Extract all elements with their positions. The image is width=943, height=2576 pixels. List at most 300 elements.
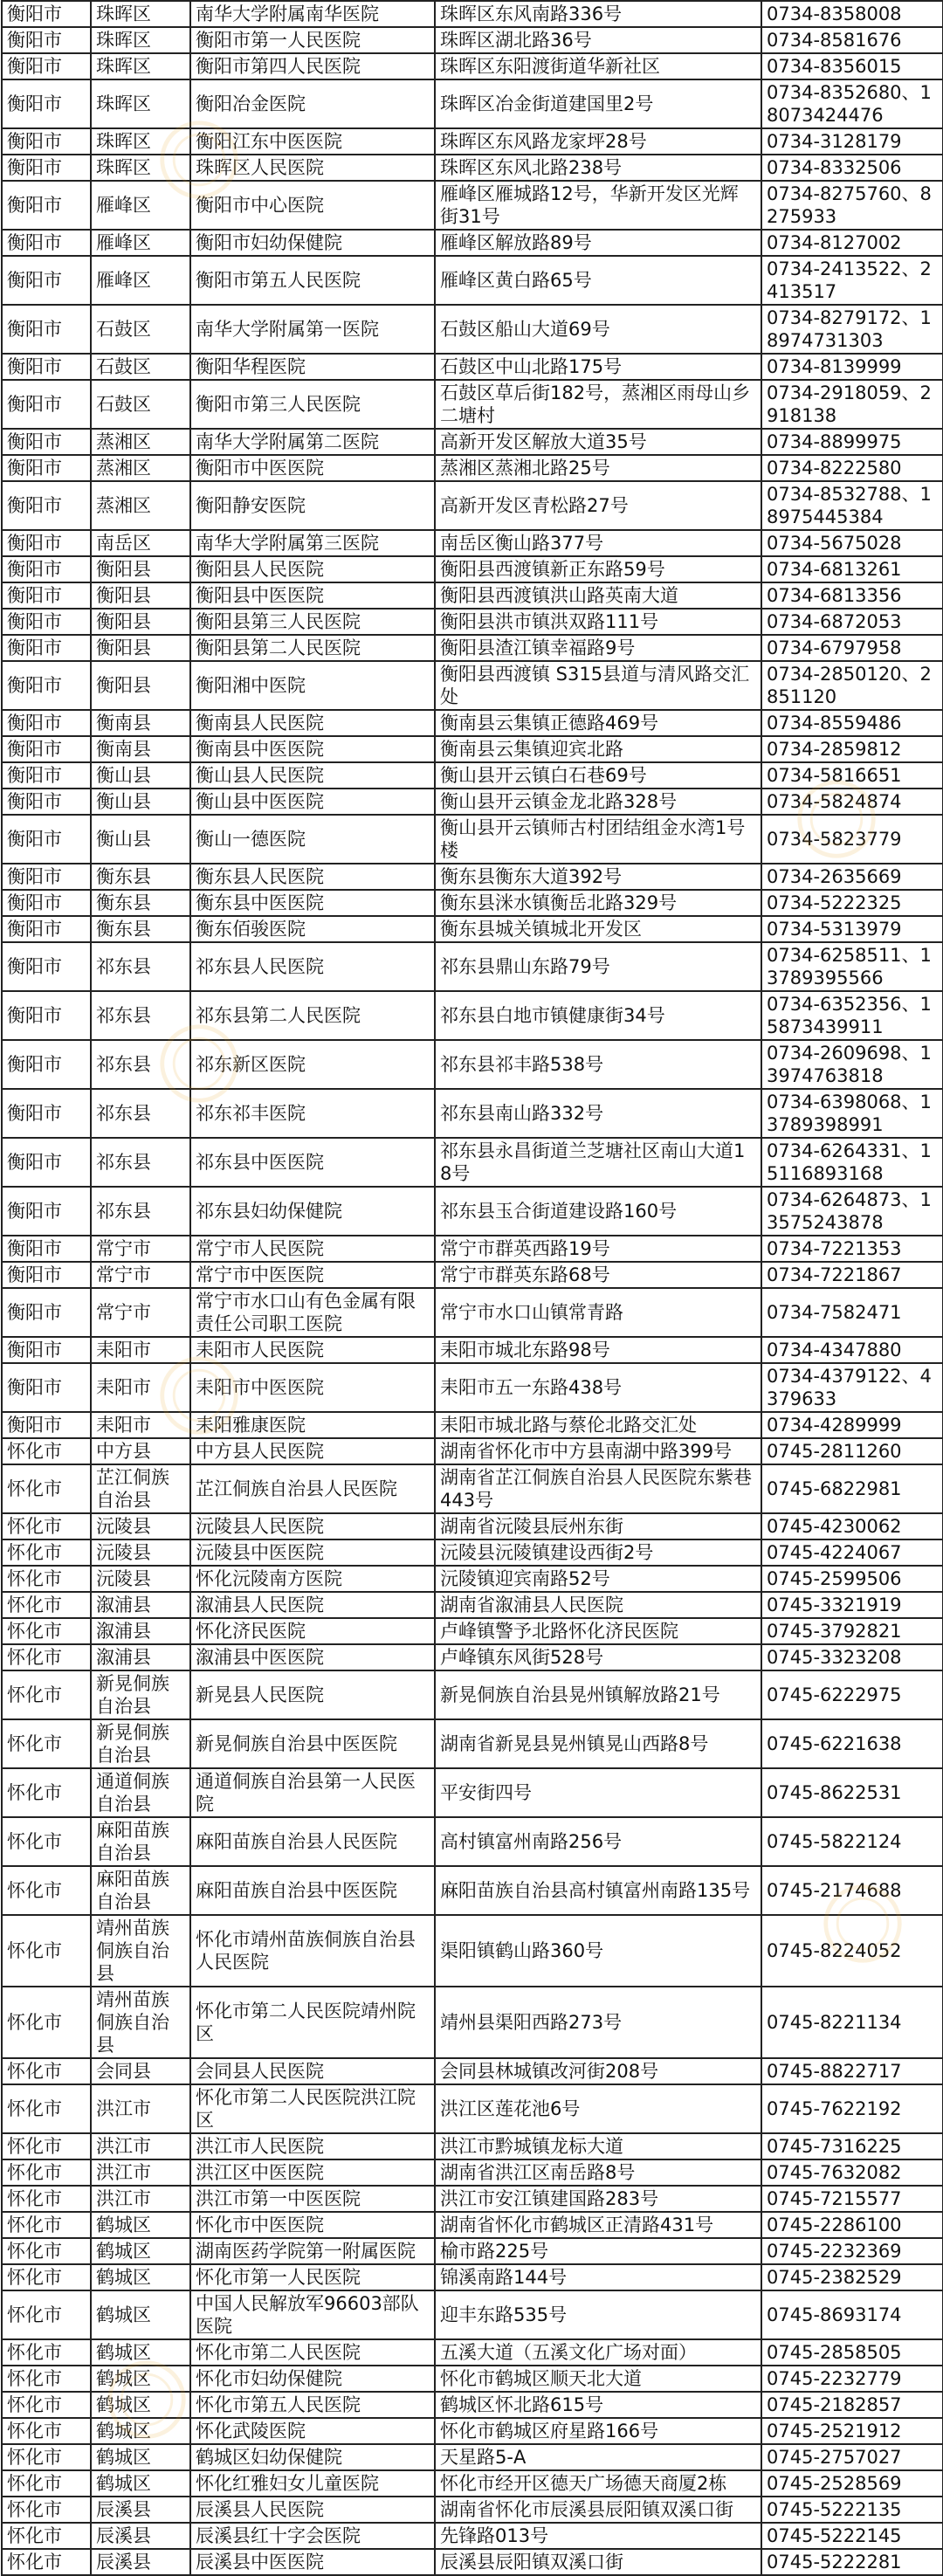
phone-cell: 0734-5816651 [761, 762, 943, 789]
city-cell: 怀化市 [2, 2264, 91, 2290]
phone-cell: 0745-2757027 [761, 2444, 943, 2470]
hospital-name-cell: 辰溪县中医医院 [190, 2549, 435, 2575]
address-cell: 常宁市群英西路19号 [435, 1236, 761, 1262]
district-cell: 祁东县 [91, 1089, 190, 1138]
district-cell: 石鼓区 [91, 354, 190, 380]
city-cell: 怀化市 [2, 2497, 91, 2523]
table-row [2, 2497, 943, 2523]
district-cell: 麻阳苗族自治县 [91, 1866, 190, 1915]
hospital-name-cell: 祁东县第二人民医院 [190, 991, 435, 1040]
hospital-name-cell: 芷江侗族自治县人民医院 [190, 1464, 435, 1513]
district-cell: 溆浦县 [91, 1644, 190, 1670]
city-cell: 衡阳市 [2, 916, 91, 942]
district-cell: 衡阳县 [91, 582, 190, 609]
address-cell: 湖南省怀化市鹤城区正清路431号 [435, 2212, 761, 2238]
phone-cell: 0734-5675028 [761, 530, 943, 556]
address-cell: 洪江市黔城镇龙标大道 [435, 2133, 761, 2159]
address-cell: 衡南县云集镇正德路469号 [435, 710, 761, 736]
district-cell: 衡山县 [91, 789, 190, 815]
address-cell: 湖南省洪江区南岳路8号 [435, 2159, 761, 2186]
phone-cell: 0745-2182857 [761, 2392, 943, 2418]
district-cell: 新晃侗族自治县 [91, 1670, 190, 1719]
address-cell: 辰溪县辰阳镇双溪口街 [435, 2549, 761, 2575]
phone-cell: 0745-8224052 [761, 1915, 943, 1987]
phone-cell: 0734-2413522、2413517 [761, 256, 943, 305]
city-cell: 怀化市 [2, 2523, 91, 2549]
city-cell: 怀化市 [2, 2392, 91, 2418]
table-row [2, 230, 943, 256]
district-cell: 珠晖区 [91, 53, 190, 79]
city-cell: 怀化市 [2, 2084, 91, 2133]
district-cell: 芷江侗族自治县 [91, 1464, 190, 1513]
phone-cell: 0734-6398068、13789398991 [761, 1089, 943, 1138]
hospital-name-cell: 衡阳市中心医院 [190, 181, 435, 230]
phone-cell: 0734-8899975 [761, 429, 943, 455]
district-cell: 沅陵县 [91, 1513, 190, 1539]
address-cell: 祁东县南山路332号 [435, 1089, 761, 1138]
phone-cell: 0734-7221353 [761, 1236, 943, 1262]
address-cell: 麻阳苗族自治县高村镇富州南路135号 [435, 1866, 761, 1915]
city-cell: 衡阳市 [2, 815, 91, 864]
table-row [2, 530, 943, 556]
hospital-name-cell: 怀化市第一人民医院 [190, 2264, 435, 2290]
address-cell: 祁东县鼎山东路79号 [435, 942, 761, 991]
phone-cell: 0734-8532788、18975445384 [761, 481, 943, 530]
table-row [2, 429, 943, 455]
city-cell: 衡阳市 [2, 230, 91, 256]
district-cell: 衡南县 [91, 710, 190, 736]
city-cell: 衡阳市 [2, 256, 91, 305]
table-row [2, 1768, 943, 1817]
table-row [2, 1817, 943, 1866]
city-cell: 怀化市 [2, 1464, 91, 1513]
phone-cell: 0745-8693174 [761, 2290, 943, 2339]
phone-cell: 0745-2232369 [761, 2238, 943, 2264]
table-row [2, 1138, 943, 1187]
address-cell: 会同县林城镇改河街208号 [435, 2058, 761, 2084]
address-cell: 雁峰区雁城路12号，华新开发区光辉街31号 [435, 181, 761, 230]
hospital-name-cell: 衡阳市妇幼保健院 [190, 230, 435, 256]
hospital-name-cell: 怀化市第二人民医院洪江院区 [190, 2084, 435, 2133]
district-cell: 中方县 [91, 1438, 190, 1464]
city-cell: 衡阳市 [2, 864, 91, 890]
hospital-name-cell: 衡阳县第三人民医院 [190, 609, 435, 635]
address-cell: 沅陵镇迎宾南路52号 [435, 1566, 761, 1592]
phone-cell: 0734-2918059、2918138 [761, 380, 943, 429]
city-cell: 怀化市 [2, 2549, 91, 2575]
city-cell: 怀化市 [2, 2339, 91, 2366]
hospital-name-cell: 衡南县中医医院 [190, 736, 435, 762]
phone-cell: 0745-3323208 [761, 1644, 943, 1670]
city-cell: 怀化市 [2, 2444, 91, 2470]
district-cell: 鹤城区 [91, 2444, 190, 2470]
district-cell: 鹤城区 [91, 2470, 190, 2497]
hospital-name-cell: 耒阳市人民医院 [190, 1337, 435, 1363]
phone-cell: 0734-5313979 [761, 916, 943, 942]
hospital-name-cell: 祁东县妇幼保健院 [190, 1187, 435, 1236]
district-cell: 衡东县 [91, 890, 190, 916]
table-row [2, 2186, 943, 2212]
phone-cell: 0734-6352356、15873439911 [761, 991, 943, 1040]
hospital-name-cell: 衡阳湘中医院 [190, 661, 435, 710]
address-cell: 衡阳县洪市镇洪双路111号 [435, 609, 761, 635]
city-cell: 怀化市 [2, 1566, 91, 1592]
phone-cell: 0745-3792821 [761, 1618, 943, 1644]
address-cell: 珠晖区湖北路36号 [435, 27, 761, 53]
city-cell: 衡阳市 [2, 481, 91, 530]
city-cell: 衡阳市 [2, 79, 91, 128]
hospital-name-cell: 麻阳苗族自治县中医医院 [190, 1866, 435, 1915]
phone-cell: 0745-7215577 [761, 2186, 943, 2212]
hospital-name-cell: 祁东县人民医院 [190, 942, 435, 991]
city-cell: 衡阳市 [2, 530, 91, 556]
phone-cell: 0734-3128179 [761, 128, 943, 155]
city-cell: 衡阳市 [2, 429, 91, 455]
address-cell: 衡东县衡东大道392号 [435, 864, 761, 890]
phone-cell: 0745-2599506 [761, 1566, 943, 1592]
table-row [2, 1412, 943, 1438]
table-row [2, 27, 943, 53]
table-row [2, 2444, 943, 2470]
address-cell: 靖州县渠阳西路273号 [435, 1987, 761, 2058]
hospital-name-cell: 会同县人民医院 [190, 2058, 435, 2084]
hospital-name-cell: 南华大学附属南华医院 [190, 1, 435, 27]
district-cell: 鹤城区 [91, 2339, 190, 2366]
table-row [2, 1464, 943, 1513]
hospital-name-cell: 常宁市中医医院 [190, 1262, 435, 1288]
address-cell: 石鼓区草后街182号，蒸湘区雨母山乡二塘村 [435, 380, 761, 429]
table-row [2, 1644, 943, 1670]
district-cell: 常宁市 [91, 1288, 190, 1337]
city-cell: 衡阳市 [2, 710, 91, 736]
district-cell: 珠晖区 [91, 79, 190, 128]
phone-cell: 0745-6221638 [761, 1719, 943, 1768]
address-cell: 祁东县玉合街道建设路160号 [435, 1187, 761, 1236]
district-cell: 祁东县 [91, 1138, 190, 1187]
district-cell: 珠晖区 [91, 1, 190, 27]
city-cell: 衡阳市 [2, 762, 91, 789]
table-row [2, 1539, 943, 1566]
city-cell: 衡阳市 [2, 455, 91, 481]
table-row [2, 762, 943, 789]
phone-cell: 0745-4224067 [761, 1539, 943, 1566]
hospital-name-cell: 怀化市第五人民医院 [190, 2392, 435, 2418]
address-cell: 衡山县开云镇白石巷69号 [435, 762, 761, 789]
address-cell: 珠晖区东风北路238号 [435, 155, 761, 181]
city-cell: 怀化市 [2, 2212, 91, 2238]
district-cell: 蒸湘区 [91, 455, 190, 481]
district-cell: 鹤城区 [91, 2366, 190, 2392]
city-cell: 怀化市 [2, 1817, 91, 1866]
phone-cell: 0734-8275760、8275933 [761, 181, 943, 230]
phone-cell: 0734-7221867 [761, 1262, 943, 1288]
city-cell: 怀化市 [2, 1915, 91, 1987]
hospital-name-cell: 新晃县人民医院 [190, 1670, 435, 1719]
hospital-name-cell: 中国人民解放军96603部队医院 [190, 2290, 435, 2339]
phone-cell: 0745-4230062 [761, 1513, 943, 1539]
hospital-name-cell: 怀化市妇幼保健院 [190, 2366, 435, 2392]
city-cell: 衡阳市 [2, 661, 91, 710]
phone-cell: 0734-5222325 [761, 890, 943, 916]
phone-cell: 0734-5824874 [761, 789, 943, 815]
table-row [2, 181, 943, 230]
phone-cell: 0734-8139999 [761, 354, 943, 380]
table-row [2, 916, 943, 942]
district-cell: 衡阳县 [91, 661, 190, 710]
district-cell: 溆浦县 [91, 1592, 190, 1618]
phone-cell: 0734-6258511、13789395566 [761, 942, 943, 991]
table-row [2, 2290, 943, 2339]
hospital-name-cell: 怀化济民医院 [190, 1618, 435, 1644]
hospital-name-cell: 衡阳县第二人民医院 [190, 635, 435, 661]
hospital-name-cell: 沅陵县人民医院 [190, 1513, 435, 1539]
phone-cell: 0745-2528569 [761, 2470, 943, 2497]
city-cell: 怀化市 [2, 1987, 91, 2058]
table-row [2, 2084, 943, 2133]
district-cell: 石鼓区 [91, 380, 190, 429]
city-cell: 衡阳市 [2, 354, 91, 380]
table-row [2, 2339, 943, 2366]
address-cell: 沅陵县沅陵镇建设西街2号 [435, 1539, 761, 1566]
phone-cell: 0734-2609698、13974763818 [761, 1040, 943, 1089]
address-cell: 锦溪南路144号 [435, 2264, 761, 2290]
address-cell: 渠阳镇鹤山路360号 [435, 1915, 761, 1987]
address-cell: 怀化市鹤城区府星路166号 [435, 2418, 761, 2444]
address-cell: 雁峰区解放路89号 [435, 230, 761, 256]
hospital-name-cell: 衡阳市第一人民医院 [190, 27, 435, 53]
district-cell: 靖州苗族侗族自治县 [91, 1915, 190, 1987]
hospital-name-cell: 衡阳县人民医院 [190, 556, 435, 582]
district-cell: 衡阳县 [91, 556, 190, 582]
hospital-name-cell: 通道侗族自治县第一人民医院 [190, 1768, 435, 1817]
address-cell: 石鼓区船山大道69号 [435, 305, 761, 354]
hospital-name-cell: 洪江市人民医院 [190, 2133, 435, 2159]
district-cell: 珠晖区 [91, 128, 190, 155]
district-cell: 新晃侗族自治县 [91, 1719, 190, 1768]
address-cell: 衡东县洣水镇衡岳北路329号 [435, 890, 761, 916]
phone-cell: 0734-5823779 [761, 815, 943, 864]
phone-cell: 0734-2859812 [761, 736, 943, 762]
phone-cell: 0734-2850120、2851120 [761, 661, 943, 710]
address-cell: 高新开发区青松路27号 [435, 481, 761, 530]
district-cell: 辰溪县 [91, 2549, 190, 2575]
phone-cell: 0734-7582471 [761, 1288, 943, 1337]
phone-cell: 0734-8332506 [761, 155, 943, 181]
phone-cell: 0745-2174688 [761, 1866, 943, 1915]
phone-cell: 0745-3321919 [761, 1592, 943, 1618]
hospital-name-cell: 衡山县人民医院 [190, 762, 435, 789]
address-cell: 洪江市安江镇建国路283号 [435, 2186, 761, 2212]
hospital-name-cell: 怀化市中医医院 [190, 2212, 435, 2238]
table-row [2, 354, 943, 380]
hospital-name-cell: 怀化市第二人民医院 [190, 2339, 435, 2366]
hospital-name-cell: 湖南医药学院第一附属医院 [190, 2238, 435, 2264]
table-row [2, 1236, 943, 1262]
district-cell: 洪江市 [91, 2159, 190, 2186]
table-row [2, 635, 943, 661]
city-cell: 衡阳市 [2, 609, 91, 635]
address-cell: 衡山县开云镇金龙北路328号 [435, 789, 761, 815]
city-cell: 衡阳市 [2, 942, 91, 991]
city-cell: 怀化市 [2, 2238, 91, 2264]
address-cell: 迎丰东路535号 [435, 2290, 761, 2339]
phone-cell: 0745-7316225 [761, 2133, 943, 2159]
hospital-name-cell: 新晃侗族自治县中医医院 [190, 1719, 435, 1768]
table-row [2, 1592, 943, 1618]
city-cell: 怀化市 [2, 2133, 91, 2159]
phone-cell: 0745-5222135 [761, 2497, 943, 2523]
city-cell: 衡阳市 [2, 27, 91, 53]
address-cell: 祁东县祁丰路538号 [435, 1040, 761, 1089]
hospital-name-cell: 衡阳静安医院 [190, 481, 435, 530]
phone-cell: 0734-4347880 [761, 1337, 943, 1363]
hospital-name-cell: 祁东县中医医院 [190, 1138, 435, 1187]
table-row [2, 1513, 943, 1539]
hospital-name-cell: 怀化市第二人民医院靖州院区 [190, 1987, 435, 2058]
phone-cell: 0734-6813261 [761, 556, 943, 582]
phone-cell: 0734-8222580 [761, 455, 943, 481]
address-cell: 先锋路013号 [435, 2523, 761, 2549]
address-cell: 耒阳市城北路与蔡伦北路交汇处 [435, 1412, 761, 1438]
table-row [2, 789, 943, 815]
phone-cell: 0734-8352680、18073424476 [761, 79, 943, 128]
hospital-name-cell: 衡山一德医院 [190, 815, 435, 864]
district-cell: 蒸湘区 [91, 481, 190, 530]
district-cell: 石鼓区 [91, 305, 190, 354]
address-cell: 湖南省溆浦县人民医院 [435, 1592, 761, 1618]
district-cell: 耒阳市 [91, 1363, 190, 1412]
address-cell: 南岳区衡山路377号 [435, 530, 761, 556]
phone-cell: 0734-4379122、4379633 [761, 1363, 943, 1412]
table-row [2, 890, 943, 916]
hospital-name-cell: 珠晖区人民医院 [190, 155, 435, 181]
address-cell: 祁东县白地市镇健康街34号 [435, 991, 761, 1040]
district-cell: 祁东县 [91, 1187, 190, 1236]
address-cell: 湖南省新晃县晃州镇晃山西路8号 [435, 1719, 761, 1768]
phone-cell: 0734-8356015 [761, 53, 943, 79]
hospital-name-cell: 怀化沅陵南方医院 [190, 1566, 435, 1592]
hospital-name-cell: 衡山县中医医院 [190, 789, 435, 815]
table-row [2, 2392, 943, 2418]
directory-rows [2, 1, 943, 2575]
table-row [2, 2238, 943, 2264]
district-cell: 衡山县 [91, 815, 190, 864]
phone-cell: 0734-8127002 [761, 230, 943, 256]
district-cell: 衡山县 [91, 762, 190, 789]
hospital-name-cell: 南华大学附属第二医院 [190, 429, 435, 455]
phone-cell: 0745-7632082 [761, 2159, 943, 2186]
city-cell: 怀化市 [2, 2159, 91, 2186]
district-cell: 会同县 [91, 2058, 190, 2084]
district-cell: 雁峰区 [91, 230, 190, 256]
phone-cell: 0745-6222975 [761, 1670, 943, 1719]
table-row [2, 736, 943, 762]
hospital-name-cell: 衡东县人民医院 [190, 864, 435, 890]
address-cell: 珠晖区冶金街道建国里2号 [435, 79, 761, 128]
address-cell: 蒸湘区蒸湘北路25号 [435, 455, 761, 481]
phone-cell: 0734-6264873、13575243878 [761, 1187, 943, 1236]
address-cell: 衡阳县西渡镇洪山路英南大道 [435, 582, 761, 609]
city-cell: 衡阳市 [2, 1363, 91, 1412]
city-cell: 怀化市 [2, 2418, 91, 2444]
table-row [2, 661, 943, 710]
hospital-name-cell: 辰溪县人民医院 [190, 2497, 435, 2523]
district-cell: 洪江市 [91, 2084, 190, 2133]
district-cell: 麻阳苗族自治县 [91, 1817, 190, 1866]
table-row [2, 942, 943, 991]
district-cell: 祁东县 [91, 991, 190, 1040]
table-row [2, 864, 943, 890]
hospital-name-cell: 衡阳华程医院 [190, 354, 435, 380]
table-row [2, 1262, 943, 1288]
city-cell: 衡阳市 [2, 380, 91, 429]
city-cell: 怀化市 [2, 2290, 91, 2339]
hospital-name-cell: 溆浦县中医医院 [190, 1644, 435, 1670]
city-cell: 衡阳市 [2, 556, 91, 582]
phone-cell: 0745-8822717 [761, 2058, 943, 2084]
city-cell: 衡阳市 [2, 789, 91, 815]
hospital-name-cell: 耒阳市中医医院 [190, 1363, 435, 1412]
district-cell: 鹤城区 [91, 2392, 190, 2418]
table-row [2, 2366, 943, 2392]
address-cell: 耒阳市城北东路98号 [435, 1337, 761, 1363]
city-cell: 衡阳市 [2, 128, 91, 155]
table-row [2, 582, 943, 609]
hospital-directory-table [1, 0, 943, 2576]
table-row [2, 1866, 943, 1915]
city-cell: 怀化市 [2, 1768, 91, 1817]
hospital-name-cell: 南华大学附属第三医院 [190, 530, 435, 556]
hospital-name-cell: 衡东县中医医院 [190, 890, 435, 916]
city-cell: 衡阳市 [2, 1262, 91, 1288]
address-cell: 天星路5-A [435, 2444, 761, 2470]
table-row [2, 991, 943, 1040]
address-cell: 洪江区莲花池6号 [435, 2084, 761, 2133]
district-cell: 辰溪县 [91, 2497, 190, 2523]
district-cell: 洪江市 [91, 2133, 190, 2159]
district-cell: 鹤城区 [91, 2264, 190, 2290]
table-row [2, 79, 943, 128]
district-cell: 珠晖区 [91, 27, 190, 53]
table-row [2, 2418, 943, 2444]
table-row [2, 305, 943, 354]
table-row [2, 710, 943, 736]
district-cell: 靖州苗族侗族自治县 [91, 1987, 190, 2058]
hospital-name-cell: 祁东祁丰医院 [190, 1089, 435, 1138]
table-row [2, 380, 943, 429]
address-cell: 常宁市水口山镇常青路 [435, 1288, 761, 1337]
hospital-name-cell: 辰溪县红十字会医院 [190, 2523, 435, 2549]
hospital-name-cell: 怀化市靖州苗族侗族自治县人民医院 [190, 1915, 435, 1987]
hospital-name-cell: 祁东新区医院 [190, 1040, 435, 1089]
hospital-name-cell: 衡阳市第四人民医院 [190, 53, 435, 79]
address-cell: 高新开发区解放大道35号 [435, 429, 761, 455]
address-cell: 耒阳市五一东路438号 [435, 1363, 761, 1412]
phone-cell: 0745-5222145 [761, 2523, 943, 2549]
phone-cell: 0745-5822124 [761, 1817, 943, 1866]
address-cell: 衡东县城关镇城北开发区 [435, 916, 761, 942]
phone-cell: 0745-2521912 [761, 2418, 943, 2444]
address-cell: 衡南县云集镇迎宾北路 [435, 736, 761, 762]
city-cell: 衡阳市 [2, 1, 91, 27]
district-cell: 雁峰区 [91, 256, 190, 305]
district-cell: 沅陵县 [91, 1539, 190, 1566]
city-cell: 衡阳市 [2, 991, 91, 1040]
address-cell: 雁峰区黄白路65号 [435, 256, 761, 305]
phone-cell: 0745-7622192 [761, 2084, 943, 2133]
hospital-name-cell: 衡东佰骏医院 [190, 916, 435, 942]
address-cell: 祁东县永昌街道兰芝塘社区南山大道18号 [435, 1138, 761, 1187]
